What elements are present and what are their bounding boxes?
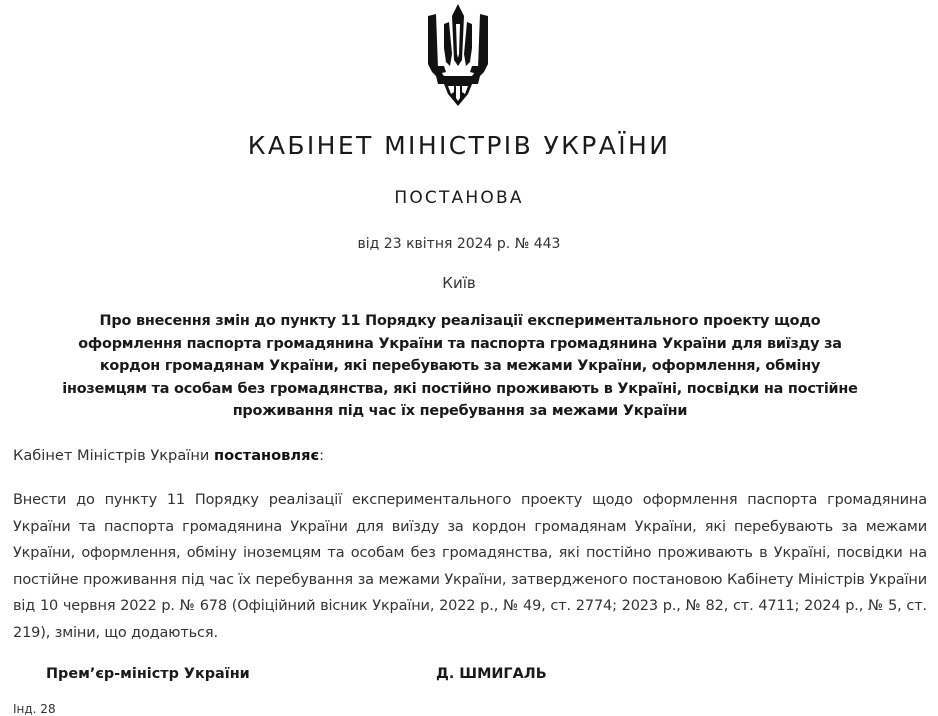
preamble-suffix: : (319, 447, 325, 464)
resolution-body: Внести до пункту 11 Порядку реалізації експериментального проекту щодо оформлення паспорта громадянина України та паспорта громадянина України для виїзду за кордон громадянам України, які перебувають за межами України, оформлення, обміну іноземцям та особам без громадянства, які постійно проживають в Україні, посвідки на постійне проживання під час їх перебування за межами України, затвердженого постановою Кабінету Міністрів України від 10 червня 2022 р. № 678 (Офіційний вісник України, 2022 р., № 49, ст. 2774; 2023 р., № 82, ст. 4711; 2024 р., № 5, ст. 219), зміни, що додаються. (13, 492, 927, 641)
resolution-title: Про внесення змін до пункту 11 Порядку реалізації експериментального проекту щодо оформлення паспорта громадянина України та паспорта громадянина України для виїзду за кордон громадянам України, які перебувають за межами України, оформлення, обміну іноземцям та особам без громадянства, які постійно проживають в Україні, посвідки на постійне проживання під час їх перебування за межами України (62, 313, 858, 420)
signatory-role: Прем’єр-міністр України (46, 666, 250, 682)
preamble-verb: постановляє (213, 447, 320, 464)
place-of-adoption: Київ (442, 274, 476, 292)
index-footnote: Інд. 28 (13, 702, 56, 716)
signatory-name: Д. ШМИГАЛЬ (436, 666, 547, 682)
cabinet-heading: КАБІНЕТ МІНІСТРІВ УКРАЇНИ (247, 131, 671, 160)
preamble-prefix: Кабінет Міністрів України (13, 447, 214, 464)
coat-of-arms-trident-icon (424, 4, 492, 106)
date-and-number: від 23 квітня 2024 р. № 443 (357, 236, 561, 252)
preamble (13, 447, 324, 464)
document-type: ПОСТАНОВА (394, 188, 524, 208)
